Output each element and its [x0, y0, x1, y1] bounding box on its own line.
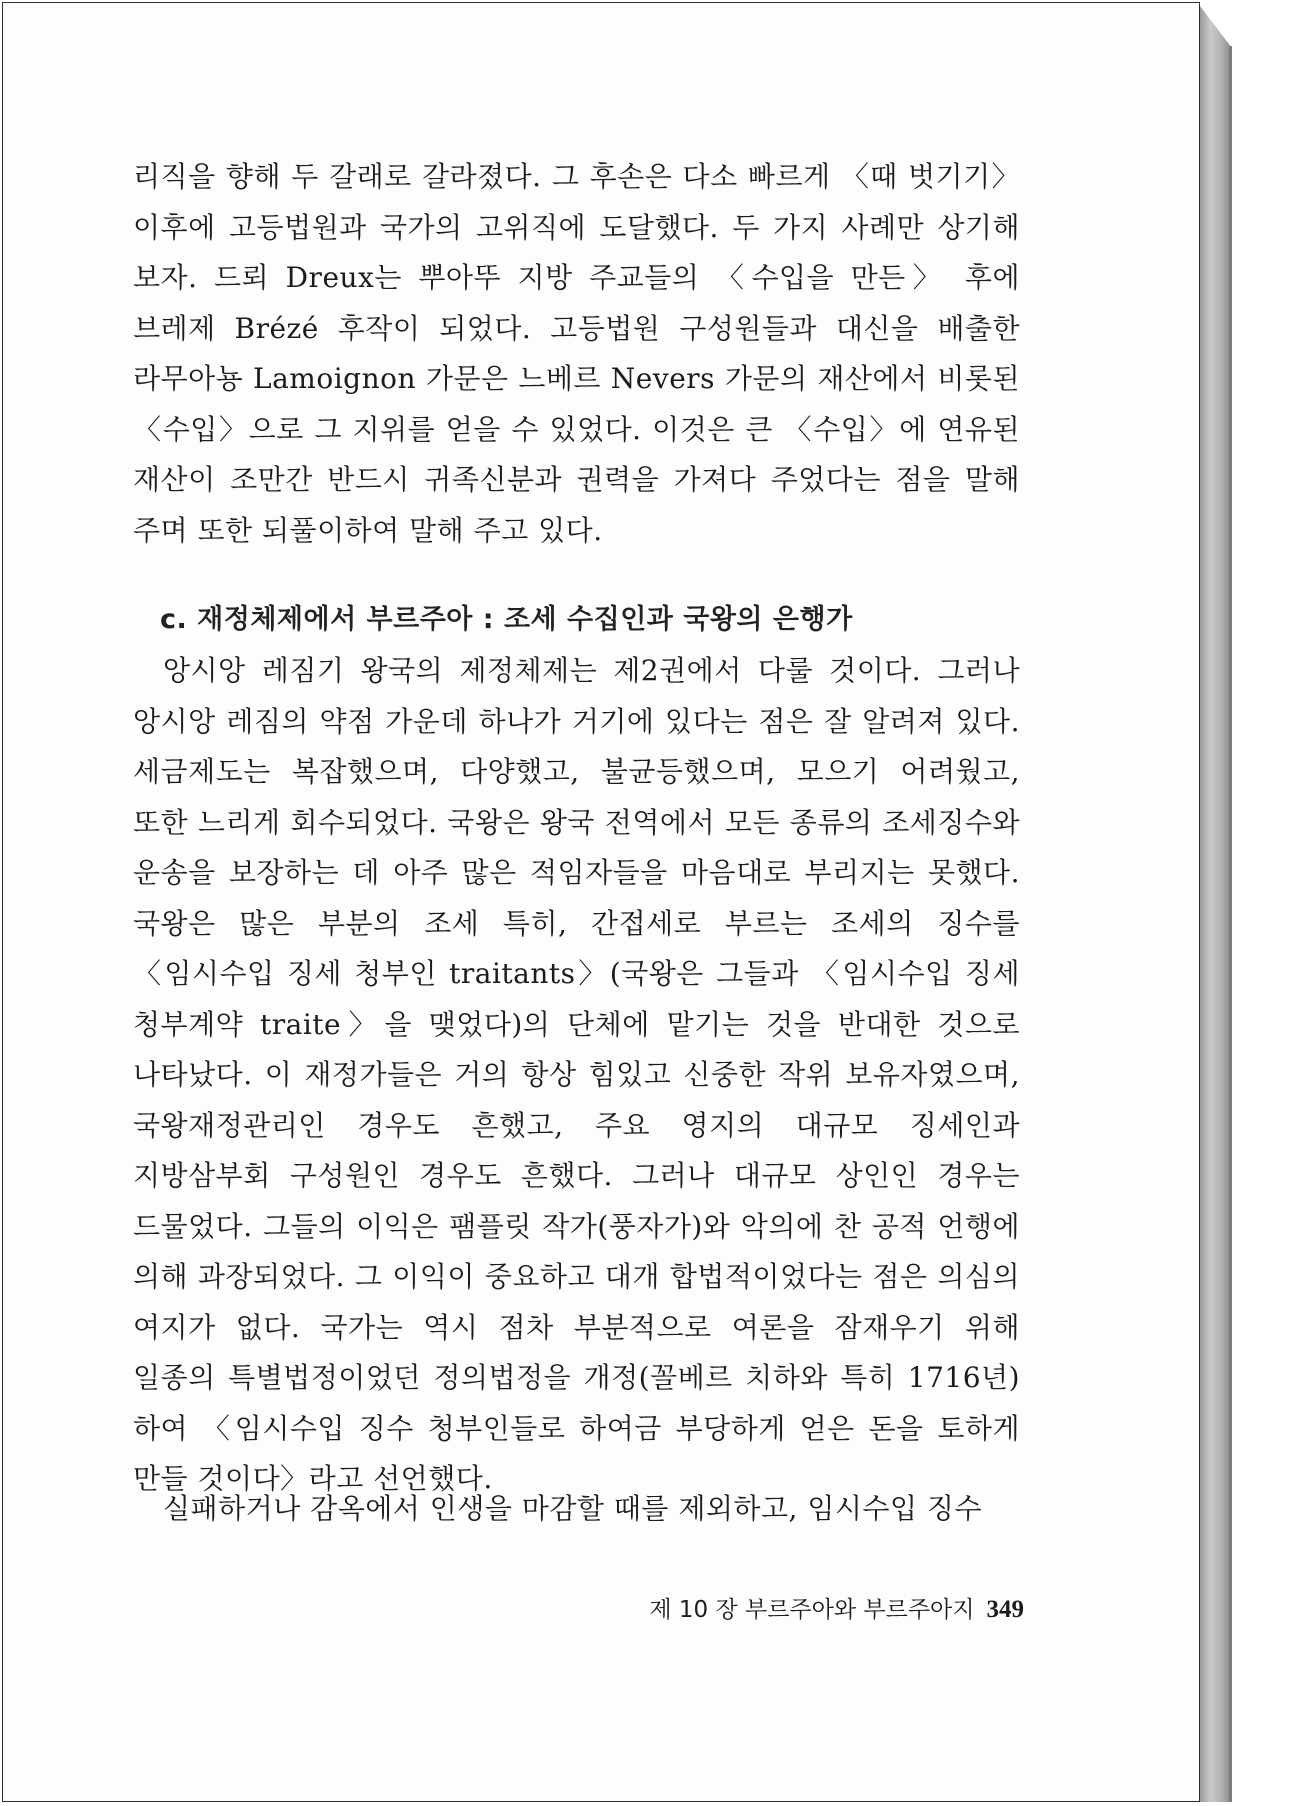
- section-heading: c. 재정체제에서 부르주아 : 조세 수집인과 국왕의 은행가: [160, 604, 853, 635]
- running-header-chapter: 제 10 장 부르주아와 부르주아지: [649, 1597, 975, 1623]
- page-number: 349: [986, 1596, 1024, 1623]
- paragraph-continuation: [133, 152, 1020, 556]
- book-page-edge: [1200, 6, 1230, 1802]
- book-page-edge-shadow: [1229, 46, 1232, 1802]
- page-footer: [640, 1592, 1024, 1628]
- body-paragraph: 리직을 향해 두 갈래로 갈라졌다. 그 후손은 다소 빠르게 〈때 벗기기〉 이후에 고등법원과 국가의 고위직에 도달했다. 두 가지 사례만 상기해 보자. 드뢰 Dreux는 뿌아뚜 지방 주교들의 〈수입을 만든〉 후에 브레제 Brézé 후작이 되었다. 고등법원 구성원들과 대신을 배출한 라무아뇽 Lamoignon 가문은 느베르 Nevers 가문의 재산에서 비롯된 〈수입〉으로 그 지위를 얻을 수 있었다. 이것은 큰 〈수입〉에 연유된 재산이 조만간 반드시 귀족신분과 권력을 가져다 주었다는 점을 말해 주며 또한 되풀이하여 말해 주고 있다.: [133, 160, 1020, 547]
- paragraph-finance: [133, 646, 1020, 1505]
- body-paragraph: 앙시앙 레짐기 왕국의 제정체제는 제2권에서 다룰 것이다. 그러나 앙시앙 레짐의 약점 가운데 하나가 거기에 있다는 점은 잘 알려져 있다. 세금제도는 복잡했으며, 다양했고, 불균등했으며, 모으기 어려웠고, 또한 느리게 회수되었다. 국왕은 왕국 전역에서 모든 종류의 조세징수와 운송을 보장하는 데 아주 많은 적임자들을 마음대로 부리지는 못했다. 국왕은 많은 부분의 조세 특히, 간접세로 부르는 조세의 징수를 〈임시수입 징세 청부인 traitants〉(국왕은 그들과 〈임시수입 징세 청부계약 traite〉을 맺었다)의 단체에 맡기는 것을 반대한 것으로 나타났다. 이 재정가들은 거의 항상 힘있고 신중한 작위 보유자였으며, 국왕재정관리인 경우도 흔했고, 주요 영지의 대규모 징세인과 지방삼부회 구성원인 경우도 흔했다. 그러나 대규모 상인인 경우는 드물었다. 그들의 이익은 팸플릿 작가(풍자가)와 악의에 찬 공적 언행에 의해 과장되었다. 그 이익이 중요하고 대개 합법적이었다는 점은 의심의 여지가 없다. 국가는 역시 점차 부분적으로 여론을 잠재우기 위해 일종의 특별법정이었던 정의법정을 개정(꼴베르 치하와 특히 1716년)하여 〈임시수입 징수 청부인들로 하여금 부당하게 얻은 돈을 토하게 만들 것이다〉라고 선언했다.: [133, 654, 1020, 1495]
- paragraph-final: [133, 1484, 1020, 1535]
- body-paragraph: 실패하거나 감옥에서 인생을 마감할 때를 제외하고, 임시수입 징수: [163, 1492, 983, 1525]
